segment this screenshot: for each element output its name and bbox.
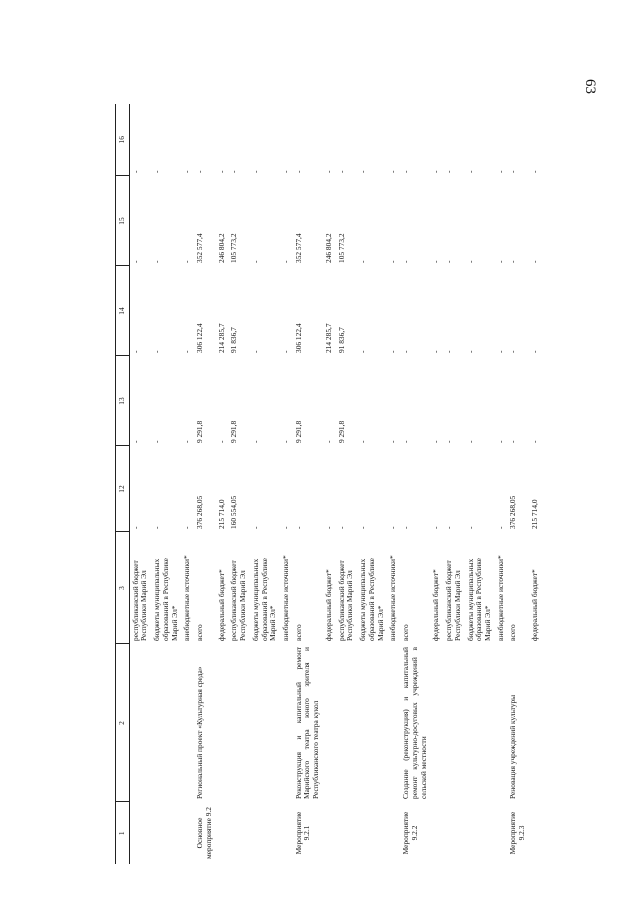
measure-code-cell [228, 802, 249, 864]
funding-source-cell: республиканский бюджет Республики Марий Эл [444, 560, 462, 641]
value-cell: - [182, 526, 192, 529]
value-cell: - [152, 260, 162, 263]
value-cell: - [152, 350, 162, 353]
measure-name-cell [129, 644, 151, 802]
value-cell: 352 577,4 [195, 233, 205, 263]
measure-code-cell [495, 802, 508, 864]
table-row [529, 104, 542, 864]
value-cell: - [495, 170, 505, 173]
table-row [129, 104, 151, 864]
table-row [280, 104, 293, 864]
measure-name-cell [465, 644, 495, 802]
measure-code-cell [357, 802, 387, 864]
measure-name-cell [387, 644, 400, 802]
measure-code-cell [443, 802, 464, 864]
value-cell: - [358, 170, 368, 173]
value-cell: - [388, 526, 398, 529]
measure-name-cell [151, 644, 181, 802]
value-cell: - [431, 440, 441, 443]
value-cell: - [465, 440, 475, 443]
measure-name-cell: Региональный проект «Культурная среда» [195, 666, 205, 799]
value-cell: - [444, 170, 454, 173]
value-cell: - [250, 440, 260, 443]
funding-source-cell: всего [195, 624, 205, 641]
column-header: 14 [116, 266, 130, 356]
funding-source-cell: всего [293, 624, 303, 641]
value-cell: - [529, 350, 539, 353]
value-cell: 306 122,4 [293, 323, 303, 353]
table-row [250, 104, 280, 864]
value-cell: - [508, 440, 518, 443]
measure-name-cell [430, 644, 443, 802]
column-header: 13 [116, 356, 130, 446]
table-row [216, 104, 229, 864]
measure-name-cell [443, 644, 464, 802]
measure-name-cell: Реновация учреждений культуры [508, 694, 518, 799]
funding-source-cell: внебюджетные источники* [281, 555, 291, 641]
value-cell: - [182, 350, 192, 353]
measure-name-cell [323, 644, 336, 802]
value-cell: - [250, 526, 260, 529]
value-cell: - [508, 170, 518, 173]
measure-name-cell [357, 644, 387, 802]
value-cell: - [401, 170, 411, 173]
value-cell: - [465, 350, 475, 353]
value-cell: - [152, 170, 162, 173]
table-row [430, 104, 443, 864]
table-row [400, 104, 430, 864]
value-cell: - [444, 526, 454, 529]
value-cell: 160 554,05 [229, 495, 239, 529]
measure-code-cell: Мероприятие 9.2.3 [508, 811, 527, 855]
value-cell: - [130, 170, 140, 173]
funding-source-cell: федеральный бюджет* [529, 569, 539, 641]
funding-source-cell: всего [508, 624, 518, 641]
value-cell: - [401, 440, 411, 443]
funding-source-cell: федеральный бюджет* [323, 569, 333, 641]
value-cell: - [281, 170, 291, 173]
value-cell: 105 773,2 [336, 233, 346, 263]
rotated-table-area [115, 104, 575, 864]
value-cell: - [293, 170, 303, 173]
table-row [465, 104, 495, 864]
column-header: 3 [116, 532, 130, 644]
value-cell: - [358, 350, 368, 353]
page-number: 63 [582, 79, 598, 94]
value-cell: - [431, 350, 441, 353]
value-cell: - [495, 260, 505, 263]
value-cell: - [152, 526, 162, 529]
value-cell: - [529, 440, 539, 443]
table-row [507, 104, 528, 864]
funding-source-cell: бюджеты муниципальных образований в Республике Марий Эл* [465, 558, 492, 641]
measure-name-cell [181, 644, 194, 802]
value-cell: - [182, 440, 192, 443]
value-cell: - [465, 260, 475, 263]
value-cell: - [444, 260, 454, 263]
value-cell: - [250, 170, 260, 173]
value-cell: - [431, 260, 441, 263]
value-cell: - [508, 350, 518, 353]
value-cell: - [281, 440, 291, 443]
value-cell: 9 291,8 [293, 420, 303, 443]
value-cell: - [323, 440, 333, 443]
value-cell: - [495, 526, 505, 529]
value-cell: - [250, 350, 260, 353]
column-header: 15 [116, 176, 130, 266]
value-cell: - [495, 350, 505, 353]
column-header: 12 [116, 446, 130, 532]
measure-code-cell: Основное мероприятие 9.2 [195, 807, 213, 859]
measure-code-cell [387, 802, 400, 864]
value-cell: - [444, 440, 454, 443]
value-cell: - [293, 526, 303, 529]
measure-code-cell: Мероприятие 9.2.1 [293, 811, 312, 855]
value-cell: - [388, 440, 398, 443]
value-cell: 9 291,8 [229, 420, 239, 443]
value-cell: 215 714,0 [216, 499, 226, 529]
value-cell: - [182, 170, 192, 173]
measure-code-cell [336, 802, 357, 864]
table-row [357, 104, 387, 864]
measure-code-cell [250, 802, 280, 864]
funding-source-cell: внебюджетные источники* [182, 555, 192, 641]
value-cell: - [216, 440, 226, 443]
funding-source-cell: бюджеты муниципальных образований в Республике Марий Эл* [250, 558, 278, 641]
column-header: 16 [116, 104, 130, 176]
value-cell: - [250, 260, 260, 263]
value-cell: - [281, 260, 291, 263]
funding-source-cell: внебюджетные источники* [388, 555, 398, 641]
value-cell: - [495, 440, 505, 443]
value-cell: 246 804,2 [323, 233, 333, 263]
value-cell: - [130, 526, 140, 529]
value-cell: - [152, 440, 162, 443]
header-row [116, 104, 130, 864]
value-cell: 352 577,4 [293, 233, 303, 263]
value-cell: - [529, 260, 539, 263]
value-cell: - [401, 260, 411, 263]
value-cell: - [229, 170, 239, 173]
measure-name-cell [280, 644, 293, 802]
table-row [443, 104, 464, 864]
value-cell: 91 836,7 [336, 327, 346, 353]
funding-source-cell: федеральный бюджет* [216, 569, 226, 641]
value-cell: - [281, 350, 291, 353]
measure-name-cell [250, 644, 280, 802]
value-cell: - [358, 526, 368, 529]
funding-source-cell: внебюджетные источники* [495, 555, 505, 641]
value-cell: - [465, 170, 475, 173]
measure-code-cell [216, 802, 229, 864]
value-cell: - [336, 170, 346, 173]
value-cell: 9 291,8 [336, 420, 346, 443]
measure-code-cell [280, 802, 293, 864]
value-cell: - [130, 350, 140, 353]
value-cell: 214 285,7 [323, 323, 333, 353]
table-row [151, 104, 181, 864]
measure-name-cell [529, 644, 542, 802]
value-cell: - [130, 440, 140, 443]
table-row [228, 104, 249, 864]
measure-name-cell [336, 644, 357, 802]
column-header: 1 [116, 802, 130, 864]
measure-code-cell [430, 802, 443, 864]
value-cell: 215 714,0 [529, 499, 539, 529]
measure-code-cell: Мероприятие 9.2.2 [401, 811, 419, 855]
value-cell: - [508, 260, 518, 263]
measure-name-cell [495, 644, 508, 802]
value-cell: - [323, 170, 333, 173]
funding-source-cell: всего [401, 624, 411, 641]
measure-code-cell [529, 802, 542, 864]
value-cell: 376 268,05 [508, 495, 518, 529]
value-cell: - [195, 170, 205, 173]
funding-source-cell: бюджеты муниципальных образований в Республике Марий Эл* [358, 558, 385, 641]
value-cell: 306 122,4 [195, 323, 205, 353]
table-row [194, 104, 215, 864]
measure-code-cell [151, 802, 181, 864]
value-cell: - [182, 260, 192, 263]
value-cell: 376 268,05 [195, 495, 205, 529]
value-cell: - [431, 170, 441, 173]
column-header: 2 [116, 644, 130, 802]
table-row [181, 104, 194, 864]
funding-source-cell: федеральный бюджет* [431, 569, 441, 641]
value-cell: - [358, 440, 368, 443]
measure-name-cell: Реконструкция и капитальный ремонт Марийского театра юного зрителя и Республиканского театра кукол [293, 647, 321, 799]
measure-code-cell [323, 802, 336, 864]
measure-name-cell [216, 644, 229, 802]
value-cell: - [388, 350, 398, 353]
measure-code-cell [181, 802, 194, 864]
table-row [323, 104, 336, 864]
funding-source-cell: республиканский бюджет Республики Марий Эл [130, 560, 149, 641]
value-cell: - [431, 526, 441, 529]
value-cell: - [401, 526, 411, 529]
value-cell: 246 804,2 [216, 233, 226, 263]
value-cell: - [281, 526, 291, 529]
table-row [293, 104, 323, 864]
value-cell: 91 836,7 [229, 327, 239, 353]
value-cell: 9 291,8 [195, 420, 205, 443]
funding-source-cell: республиканский бюджет Республики Марий Эл [229, 560, 248, 641]
value-cell: - [388, 260, 398, 263]
value-cell: - [388, 170, 398, 173]
value-cell: - [336, 526, 346, 529]
measure-name-cell [228, 644, 249, 802]
budget-table [115, 104, 542, 864]
value-cell: - [529, 170, 539, 173]
value-cell: 214 285,7 [216, 323, 226, 353]
value-cell: - [358, 260, 368, 263]
value-cell: - [323, 526, 333, 529]
table-row [495, 104, 508, 864]
value-cell: - [130, 260, 140, 263]
value-cell: - [465, 526, 475, 529]
measure-code-cell [465, 802, 495, 864]
measure-code-cell [129, 802, 151, 864]
table-row [336, 104, 357, 864]
measure-name-cell: Создание (реконструкция) и капитальный ремонт культурно-досуговых учреждений в сельской местности [401, 647, 428, 799]
value-cell: 105 773,2 [229, 233, 239, 263]
value-cell: - [216, 170, 226, 173]
value-cell: - [444, 350, 454, 353]
table-row [387, 104, 400, 864]
funding-source-cell: республиканский бюджет Республики Марий Эл [336, 560, 355, 641]
value-cell: - [401, 350, 411, 353]
funding-source-cell: бюджеты муниципальных образований в Республике Марий Эл* [152, 558, 179, 641]
